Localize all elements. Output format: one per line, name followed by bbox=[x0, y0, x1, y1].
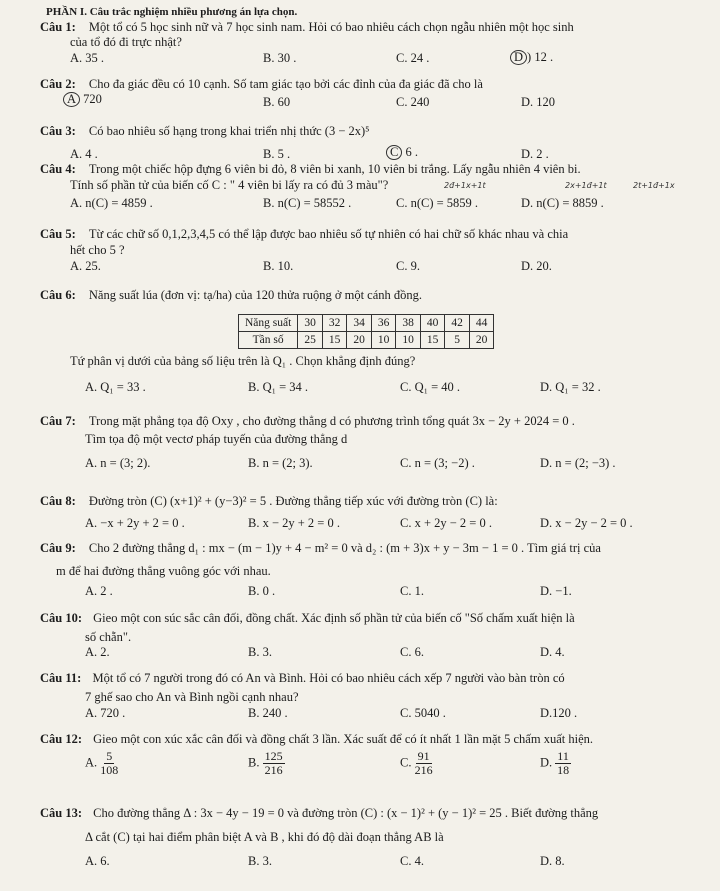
option-letter: C. bbox=[400, 755, 412, 770]
option-c[interactable]: C. 1. bbox=[400, 584, 424, 598]
question-11 bbox=[40, 671, 565, 686]
table-cell: 44 bbox=[469, 315, 494, 332]
question-label: Câu 3: bbox=[40, 124, 76, 138]
table-row bbox=[239, 332, 494, 349]
question-stem-cont: 7 ghế sao cho An và Bình ngồi cạnh nhau? bbox=[85, 690, 299, 704]
question-stem-cont: Δ cắt (C) tại hai điểm phân biệt A và B , khi đó độ dài đoạn thẳng AB là bbox=[85, 830, 444, 844]
option-d[interactable]: D. −1. bbox=[540, 584, 572, 598]
question-13 bbox=[40, 806, 598, 821]
table-cell: 38 bbox=[396, 315, 421, 332]
numerator: 5 bbox=[106, 749, 113, 763]
option-a[interactable]: A. 6. bbox=[85, 854, 110, 868]
option-a[interactable]: A. 25. bbox=[70, 259, 101, 273]
question-4 bbox=[40, 162, 581, 177]
question-stem-cont: hết cho 5 ? bbox=[70, 243, 125, 257]
option-b[interactable]: B. 240 . bbox=[248, 706, 288, 720]
denominator: 108 bbox=[100, 763, 119, 777]
question-stem: Có bao nhiêu số hạng trong khai triển nhị thức (3 − 2x)⁵ bbox=[88, 124, 370, 138]
numerator: 11 bbox=[557, 749, 569, 763]
section-header: PHẦN I. Câu trắc nghiệm nhiều phương án lựa chọn. bbox=[46, 6, 298, 18]
table-cell: 15 bbox=[420, 332, 445, 349]
option-d[interactable]: D. 8. bbox=[540, 854, 565, 868]
question-stem: Gieo một con xúc xắc cân đối và đồng chất 3 lần. Xác suất để có ít nhất 1 lần mặt 5 chấm xuất hiện. bbox=[93, 732, 593, 746]
option-text: 720 bbox=[80, 92, 102, 106]
table-cell: 20 bbox=[469, 332, 494, 349]
row-header: Tần số bbox=[239, 332, 298, 349]
option-a[interactable]: A. n = (3; 2). bbox=[85, 456, 151, 470]
option-c[interactable]: C. 24 . bbox=[396, 51, 430, 65]
option-b[interactable]: B. 30 . bbox=[263, 51, 297, 65]
option-d[interactable]: D. 120 bbox=[521, 95, 556, 109]
handwritten-note: 2x+1đ+1t bbox=[565, 181, 607, 190]
question-stem: Một tổ có 7 người trong đó có An và Bình. Hỏi có bao nhiêu cách xếp 7 người vào bàn tròn có bbox=[92, 671, 565, 685]
question-stem: Cho đường thẳng Δ : 3x − 4y − 19 = 0 và đường tròn (C) : (x − 1)² + (y − 1)² = 25 . Biết đường thẳng bbox=[93, 806, 599, 820]
table-row bbox=[239, 315, 494, 332]
option-b[interactable]: B. Q₁ = 34 . bbox=[248, 380, 309, 394]
question-8 bbox=[40, 494, 498, 509]
option-b[interactable]: B. n(C) = 58552 . bbox=[263, 196, 352, 210]
option-a[interactable] bbox=[63, 92, 102, 107]
option-c[interactable] bbox=[400, 750, 433, 777]
fraction bbox=[100, 750, 118, 777]
question-3 bbox=[40, 124, 370, 139]
option-a[interactable]: A. Q₁ = 33 . bbox=[85, 380, 146, 394]
option-b[interactable]: B. 0 . bbox=[248, 584, 276, 598]
option-c[interactable]: C. n = (3; −2) . bbox=[400, 456, 475, 470]
fraction bbox=[263, 750, 285, 777]
option-a[interactable] bbox=[85, 750, 118, 777]
question-9 bbox=[40, 541, 601, 556]
question-stem-cont: m để hai đường thẳng vuông góc với nhau. bbox=[56, 564, 271, 578]
option-b[interactable]: B. 60 bbox=[263, 95, 291, 109]
option-letter: B. bbox=[248, 755, 260, 770]
table-cell: 34 bbox=[347, 315, 372, 332]
option-b[interactable]: B. 10. bbox=[263, 259, 294, 273]
question-stem: Đường tròn (C) (x+1)² + (y−3)² = 5 . Đường thẳng tiếp xúc với đường tròn (C) là: bbox=[88, 494, 498, 508]
option-c[interactable]: C. Q₁ = 40 . bbox=[400, 380, 461, 394]
option-d[interactable]: D. 4. bbox=[540, 645, 565, 659]
table-cell: 36 bbox=[371, 315, 396, 332]
table-cell: 5 bbox=[445, 332, 470, 349]
option-a[interactable]: A. −x + 2y + 2 = 0 . bbox=[85, 516, 185, 530]
question-label: Câu 11: bbox=[40, 671, 82, 685]
circled-answer-mark: C bbox=[386, 145, 402, 160]
option-b[interactable]: B. x − 2y + 2 = 0 . bbox=[248, 516, 340, 530]
question-stem-cont: của tổ đó đi trực nhật? bbox=[70, 35, 182, 49]
option-c[interactable]: C. 4. bbox=[400, 854, 424, 868]
question-label: Câu 2: bbox=[40, 77, 76, 91]
question-label: Câu 1: bbox=[40, 20, 76, 34]
option-c[interactable]: C. 6. bbox=[400, 645, 424, 659]
question-stem: Một tổ có 5 học sinh nữ và 7 học sinh nam. Hỏi có bao nhiêu cách chọn ngẫu nhiên một học sinh bbox=[88, 20, 574, 34]
option-d[interactable]: D. 20. bbox=[521, 259, 552, 273]
question-1 bbox=[40, 20, 574, 35]
option-c[interactable]: C. n(C) = 5859 . bbox=[396, 196, 479, 210]
question-label: Câu 12: bbox=[40, 732, 83, 746]
option-d[interactable]: D. Q₁ = 32 . bbox=[540, 380, 601, 394]
option-b[interactable]: B. 3. bbox=[248, 645, 272, 659]
question-12 bbox=[40, 732, 593, 747]
circled-answer-mark: A bbox=[63, 92, 80, 107]
question-5 bbox=[40, 227, 568, 242]
fraction bbox=[415, 750, 433, 777]
question-stem: Năng suất lúa (đơn vị: tạ/ha) của 120 thửa ruộng ở một cánh đồng. bbox=[88, 288, 423, 302]
question-label: Câu 10: bbox=[40, 611, 83, 625]
option-d[interactable]: D. n(C) = 8859 . bbox=[521, 196, 604, 210]
option-d[interactable]: D. x − 2y − 2 = 0 . bbox=[540, 516, 633, 530]
option-b[interactable] bbox=[248, 750, 285, 777]
table-cell: 25 bbox=[298, 332, 323, 349]
question-10 bbox=[40, 611, 575, 626]
option-c[interactable] bbox=[386, 145, 418, 160]
question-label: Câu 5: bbox=[40, 227, 76, 241]
question-label: Câu 9: bbox=[40, 541, 76, 555]
question-label: Câu 13: bbox=[40, 806, 83, 820]
table-cell: 30 bbox=[298, 315, 323, 332]
option-c[interactable]: C. 5040 . bbox=[400, 706, 446, 720]
question-stem: Cho đa giác đều có 10 cạnh. Số tam giác tạo bởi các đỉnh của đa giác đã cho là bbox=[88, 77, 483, 91]
numerator: 125 bbox=[264, 749, 283, 763]
question-stem: Cho 2 đường thẳng d₁ : mx − (m − 1)y + 4 − m² = 0 và d₂ : (m + 3)x + y − 3m − 1 = 0 . Tìm giá trị của bbox=[88, 541, 601, 555]
question-stem-cont: Tứ phân vị dưới của bảng số liệu trên là Q₁ . Chọn khẳng định đúng? bbox=[70, 354, 416, 368]
option-a[interactable]: A. 2 . bbox=[85, 584, 113, 598]
question-label: Câu 7: bbox=[40, 414, 76, 428]
question-7 bbox=[40, 414, 575, 429]
numerator: 91 bbox=[417, 749, 430, 763]
option-text: 6 . bbox=[402, 145, 418, 159]
option-d[interactable]: D. n = (2; −3) . bbox=[540, 456, 616, 470]
option-b[interactable]: B. 5 . bbox=[263, 147, 291, 161]
denominator: 216 bbox=[264, 763, 283, 777]
question-stem-cont: số chẵn". bbox=[85, 630, 132, 644]
option-letter: D. bbox=[540, 755, 553, 770]
handwritten-note: 2đ+1x+1t bbox=[444, 181, 486, 190]
question-2 bbox=[40, 77, 483, 92]
table-cell: 10 bbox=[371, 332, 396, 349]
question-label: Câu 4: bbox=[40, 162, 76, 176]
fraction bbox=[555, 750, 571, 777]
handwritten-note: 2t+1đ+1x bbox=[633, 181, 675, 190]
table-cell: 40 bbox=[420, 315, 445, 332]
option-a[interactable]: A. 35 . bbox=[70, 51, 105, 65]
option-b[interactable]: B. n = (2; 3). bbox=[248, 456, 313, 470]
option-c[interactable]: C. 9. bbox=[396, 259, 420, 273]
option-d[interactable] bbox=[540, 750, 571, 777]
question-stem: Gieo một con súc sắc cân đối, đồng chất. Xác định số phần tử của biến cố "Số chấm xuất hiện là bbox=[93, 611, 575, 625]
table-cell: 15 bbox=[322, 332, 347, 349]
option-a[interactable]: A. 720 . bbox=[85, 706, 126, 720]
question-stem: Từ các chữ số 0,1,2,3,4,5 có thể lập được bao nhiêu số tự nhiên có hai chữ số khác nhau và chia bbox=[88, 227, 569, 241]
question-stem-cont: Tìm tọa độ một vectơ pháp tuyến của đường thẳng d bbox=[85, 432, 348, 446]
option-d[interactable]: D.120 . bbox=[540, 706, 578, 720]
option-d[interactable] bbox=[510, 50, 553, 65]
table-cell: 42 bbox=[445, 315, 470, 332]
row-header: Năng suất bbox=[239, 315, 298, 332]
option-a[interactable]: A. 2. bbox=[85, 645, 110, 659]
question-stem-cont: Tính số phần tử của biến cố C : " 4 viên bi lấy ra có đủ 3 màu"? bbox=[70, 178, 389, 192]
option-letter: A. bbox=[85, 755, 98, 770]
denominator: 216 bbox=[414, 763, 433, 777]
option-d[interactable]: D. 2 . bbox=[521, 147, 549, 161]
question-6 bbox=[40, 288, 422, 303]
option-a[interactable]: A. 4 . bbox=[70, 147, 98, 161]
denominator: 18 bbox=[557, 763, 570, 777]
option-a[interactable]: A. n(C) = 4859 . bbox=[70, 196, 153, 210]
option-c[interactable]: C. 240 bbox=[396, 95, 430, 109]
table-cell: 20 bbox=[347, 332, 372, 349]
frequency-table bbox=[238, 314, 494, 349]
question-stem: Trong mặt phẳng tọa độ Oxy , cho đường thẳng d có phương trình tổng quát 3x − 2y + 2024 = 0 . bbox=[88, 414, 575, 428]
question-label: Câu 8: bbox=[40, 494, 76, 508]
question-label: Câu 6: bbox=[40, 288, 76, 302]
option-text: ) 12 . bbox=[527, 50, 554, 64]
table-cell: 10 bbox=[396, 332, 421, 349]
question-stem: Trong một chiếc hộp đựng 6 viên bi đỏ, 8 viên bi xanh, 10 viên bi trắng. Lấy ngẫu nhiên 4 viên bi. bbox=[88, 162, 581, 176]
option-c[interactable]: C. x + 2y − 2 = 0 . bbox=[400, 516, 492, 530]
table-cell: 32 bbox=[322, 315, 347, 332]
circled-answer-mark: D bbox=[510, 50, 527, 65]
option-b[interactable]: B. 3. bbox=[248, 854, 272, 868]
